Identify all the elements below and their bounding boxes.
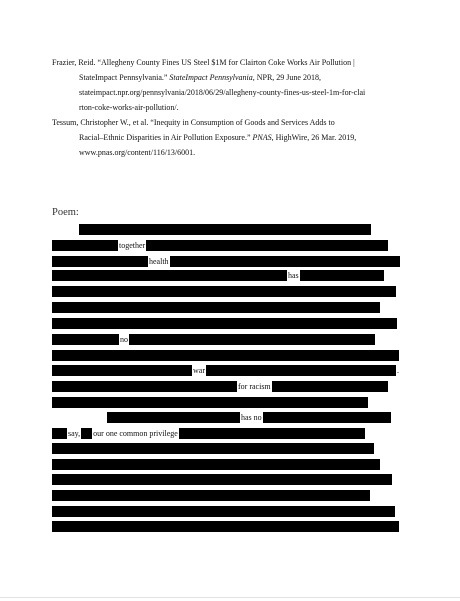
redaction-bar <box>52 286 396 297</box>
reference-source-title: StateImpact Pennsylvania <box>169 73 253 82</box>
redaction-bar <box>52 302 380 313</box>
poem-line <box>52 286 396 297</box>
poem-word: . <box>397 366 399 375</box>
poem-line <box>52 381 388 392</box>
redaction-bar <box>79 224 371 235</box>
page-edge <box>0 597 460 598</box>
poem-line <box>52 459 380 470</box>
redaction-bar <box>52 381 237 392</box>
redaction-bar <box>170 256 400 267</box>
redaction-bar <box>52 270 287 281</box>
redaction-bar <box>263 412 391 423</box>
redaction-bar <box>206 365 396 376</box>
poem-word: has <box>288 271 299 280</box>
redaction-bar <box>107 412 240 423</box>
poem-word: war <box>193 366 205 375</box>
reference-entry <box>52 115 412 160</box>
poem-word: our one common privilege <box>93 429 178 438</box>
reference-line: StateImpact Pennsylvania.” StateImpact Pennsylvania, NPR, 29 June 2018, <box>79 73 321 82</box>
reference-url: stateimpact.npr.org/pennsylvania/2018/06/29/allegheny-county-fines-us-steel-1m-for-clai <box>79 88 366 97</box>
redaction-bar <box>52 365 192 376</box>
redaction-bar <box>52 318 397 329</box>
poem-line <box>52 318 397 329</box>
reference-url: www.pnas.org/content/116/13/6001. <box>79 148 196 157</box>
reference-line: Frazier, Reid. “Allegheny County Fines US Steel $1M for Clairton Coke Works Air Pollution | <box>52 58 355 67</box>
reference-url: rton-coke-works-air-pollution/. <box>79 103 179 112</box>
poem-line <box>107 412 391 423</box>
redaction-bar <box>52 490 370 501</box>
redaction-bar <box>300 270 384 281</box>
redaction-bar <box>52 428 67 439</box>
poem-line <box>52 474 392 485</box>
redaction-bar <box>146 240 388 251</box>
redaction-bar <box>52 397 368 408</box>
redaction-bar <box>52 506 395 517</box>
redaction-bar <box>81 428 92 439</box>
poem-line <box>52 256 400 267</box>
redaction-bar <box>52 334 119 345</box>
poem-line <box>52 240 388 251</box>
reference-line: Tessum, Christopher W., et al. “Inequity in Consumption of Goods and Services Adds to <box>52 118 335 127</box>
poem-label: Poem: <box>52 207 79 218</box>
poem-word: health <box>149 257 169 266</box>
redaction-bar <box>179 428 365 439</box>
poem-word: no <box>120 335 128 344</box>
redaction-bar <box>52 521 399 532</box>
poem-word: no <box>253 413 262 422</box>
poem-word: has <box>241 413 252 422</box>
poem-line <box>79 224 371 235</box>
redaction-bar <box>52 443 374 454</box>
poem-line <box>52 302 380 313</box>
poem-word: say, <box>68 429 81 438</box>
poem-word: together <box>119 241 146 250</box>
reference-line: Racial–Ethnic Disparities in Air Pollution Exposure.” PNAS, HighWire, 26 Mar. 2019, <box>79 133 357 142</box>
poem-line <box>52 350 399 361</box>
reference-source-title: PNAS <box>252 133 272 142</box>
poem-line <box>52 490 370 501</box>
poem-line <box>52 270 384 281</box>
redaction-bar <box>52 459 380 470</box>
redaction-bar <box>52 474 392 485</box>
poem-line <box>52 521 399 532</box>
redaction-bar <box>272 381 388 392</box>
reference-entry <box>52 55 412 115</box>
poem-line <box>52 334 375 345</box>
poem-line <box>52 365 400 376</box>
redaction-bar <box>52 256 148 267</box>
poem-line <box>52 428 365 439</box>
poem-line <box>52 397 368 408</box>
poem-word: for racism <box>238 382 271 391</box>
poem-line <box>52 506 395 517</box>
redaction-bar <box>129 334 375 345</box>
poem-line <box>52 443 374 454</box>
redaction-bar <box>52 350 399 361</box>
redaction-bar <box>52 240 118 251</box>
